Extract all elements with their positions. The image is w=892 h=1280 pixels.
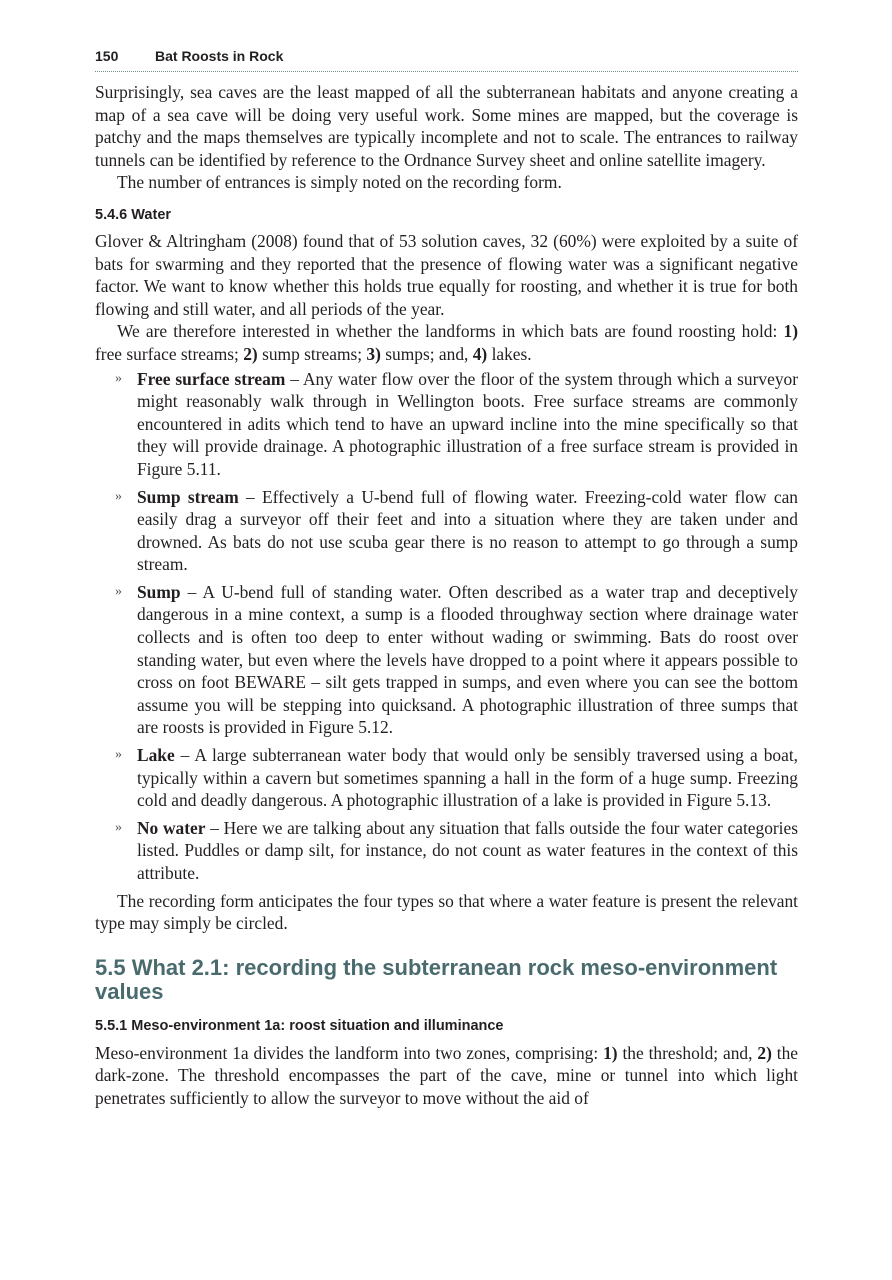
entrances-note: The number of entrances is simply noted on the recording form. <box>117 172 562 193</box>
water-paragraph-1: Glover & Altringham (2008) found that of 53 solution caves, 32 (60%) were exploited by a suite of bats for swarming and they reported that the presence of flowing water was a significant negative factor. We want to know whether this holds true equally for roosting, and whether it is true for both flowing and still water, and all periods of the year. <box>95 230 798 319</box>
p2-start: We are therefore interested in whether the landforms in which bats are found roosting hold: <box>117 321 784 342</box>
item-sump-streams: sump streams; <box>257 343 367 364</box>
list-term: Sump stream <box>137 486 239 507</box>
page <box>95 48 798 1110</box>
list-text: – A U-bend full of standing water. Often described as a water trap and deceptively dangerous in a mine context, a sump is a flooded throughway section where drainage water collects and is often too deep to enter without wading or swimming. Bats do roost over standing water, but even where the levels have dropped to a point where it appears possible to cross on foot BEWARE – silt gets trapped in sumps, and even where you can see the bottom assume you will be stepping into quicksand. A photographic illustration of three sumps that are roosts is provided in Figure 5.12. <box>137 581 798 738</box>
bullet-chevron-icon: » <box>115 747 122 763</box>
meso-dark-zone: the dark-zone. The threshold encompasses the part of the cave, mine or tunnel into which light penetrates sufficiently to allow the surveyor to move without the aid of <box>95 1042 799 1108</box>
header-divider <box>95 71 798 72</box>
meso-paragraph <box>95 1042 798 1110</box>
num-4: 4) <box>472 343 488 364</box>
list-item <box>95 368 798 481</box>
list-term: Free surface stream <box>137 368 286 389</box>
meso-threshold: the threshold; and, <box>617 1042 758 1063</box>
list-term: Lake <box>137 745 175 766</box>
bullet-chevron-icon: » <box>115 488 122 504</box>
list-item <box>95 486 798 576</box>
water-heading: 5.4.6 Water <box>95 206 172 223</box>
list-text: – Here we are talking about any situation that falls outside the four water categories listed. Puddles or damp silt, for instance, do not count as water features in the context of this attribute. <box>137 817 799 883</box>
list-item <box>95 817 798 885</box>
list-text: – Effectively a U-bend full of flowing water. Freezing-cold water flow can easily drag a surveyor off their feet and into a situation where they are taken under and drowned. As bats do not use scuba gear there is no reason to attempt to go through a sump stream. <box>137 486 798 575</box>
list-term: No water <box>137 817 206 838</box>
list-text: – A large subterranean water body that would only be sensibly traversed using a boat, typically within a cavern but sometimes spanning a hall in the form of a huge sump. Freezing cold and deadly dangerous. A photographic illustration of a lake is provided in Figure 5.13. <box>137 745 798 811</box>
bullet-chevron-icon: » <box>115 583 122 599</box>
water-types-list <box>95 368 798 885</box>
book-title: Bat Roosts in Rock <box>155 48 284 64</box>
item-free-streams: free surface streams; <box>95 343 244 364</box>
water-paragraph-2 <box>95 320 798 365</box>
list-term: Sump <box>137 581 181 602</box>
intro-paragraph: Surprisingly, sea caves are the least mapped of all the subterranean habitats and anyone creating a map of a sea cave will be doing very useful work. Some mines are mapped, but the coverage is patchy and the maps themselves are typically incomplete and not to scale. The entrances to railway tunnels can be identified by reference to the Ordnance Survey sheet and online satellite imagery. <box>95 82 798 170</box>
recording-form-note: The recording form anticipates the four types so that where a water feature is present the relevant type may simply be circled. <box>95 890 798 934</box>
list-item <box>95 744 798 812</box>
bullet-chevron-icon: » <box>115 370 122 386</box>
running-head <box>95 48 798 68</box>
num-3: 3) <box>366 343 381 364</box>
list-item <box>95 581 798 739</box>
subsection-heading: 5.5.1 Meso-environment 1a: roost situation and illuminance <box>95 1017 504 1034</box>
num-2: 2) <box>243 343 258 364</box>
item-sumps: sumps; and, <box>380 343 473 364</box>
num-2: 2) <box>757 1042 772 1063</box>
section-heading: 5.5 What 2.1: recording the subterranean rock meso-environment values <box>95 954 778 1004</box>
item-lakes: lakes. <box>487 343 532 364</box>
bullet-chevron-icon: » <box>115 819 122 835</box>
num-1: 1) <box>603 1042 618 1063</box>
num-1: 1) <box>783 321 798 342</box>
list-text: – Any water flow over the floor of the system through which a surveyor might reasonably walk through in Wellington boots. Free surface streams are commonly encountered in adits which tend to have an upward incline into the mine specifically so that they will provide drainage. A photographic illustration of a free surface stream is provided in Figure 5.11. <box>137 368 798 479</box>
meso-start: Meso-environment 1a divides the landform into two zones, comprising: <box>95 1042 604 1063</box>
page-number: 150 <box>95 48 119 64</box>
